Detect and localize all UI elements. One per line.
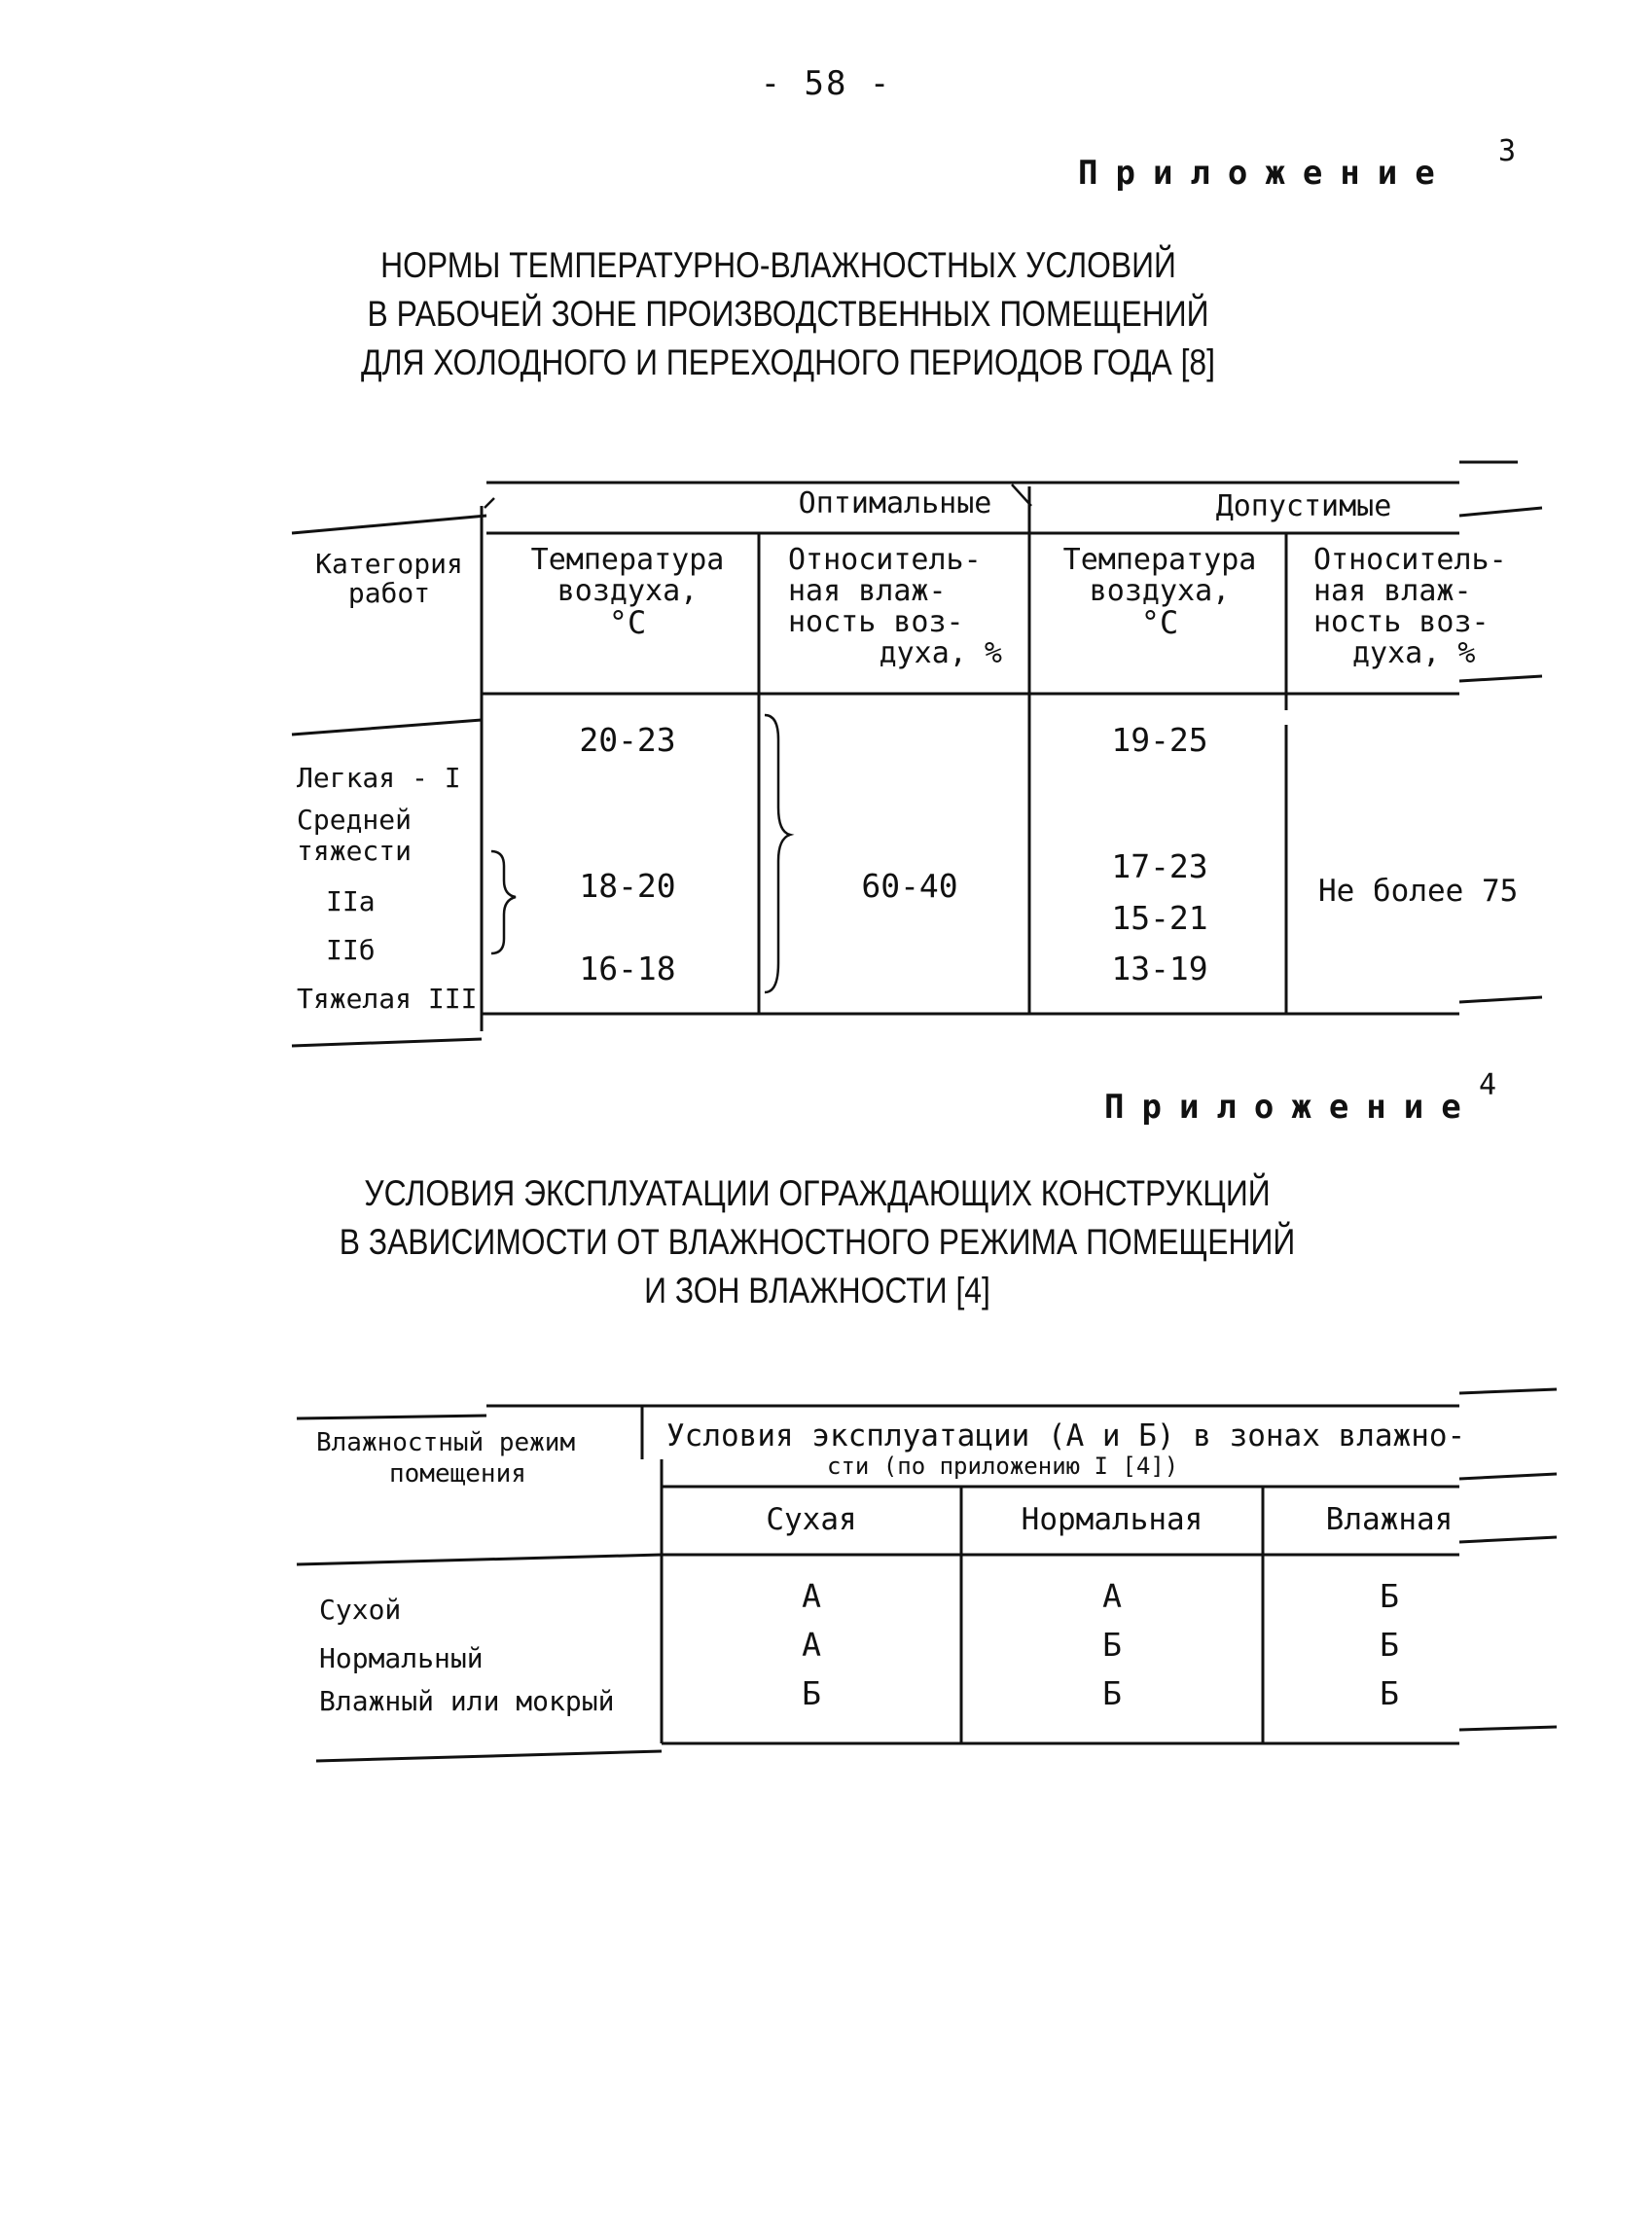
allowed-temp-3: 15-21 xyxy=(1111,899,1208,937)
allowed-humidity-value: Не более 75 xyxy=(1318,874,1519,909)
appendix-4-number: 4 xyxy=(1479,1068,1497,1102)
opt-temp-1: 20-23 xyxy=(579,721,676,759)
group-optimal: Оптимальные xyxy=(798,486,992,520)
zone-normal: Нормальная xyxy=(1021,1502,1203,1537)
appendix-4-title-line-1: УСЛОВИЯ ЭКСПЛУАТАЦИИ ОГРАЖДАЮЩИХ КОНСТРУКЦИЙ xyxy=(364,1173,1271,1213)
col-opt-temp: Температура воздуха, °С xyxy=(530,543,725,641)
page-number: - 58 - xyxy=(760,64,892,103)
row-category-heavy: Тяжелая III xyxy=(297,983,478,1015)
row-mode-wet: Влажный или мокрый xyxy=(319,1685,615,1717)
col-mode-line-1: Влажностный режим xyxy=(316,1428,576,1457)
zone-dry: Сухая xyxy=(766,1502,857,1537)
cell-normal-dry: А xyxy=(802,1626,821,1664)
col-allowed-temp: Температура воздуха, °С xyxy=(1062,543,1257,641)
zone-wet: Влажная xyxy=(1325,1502,1454,1537)
appendix-3-number: 3 xyxy=(1498,134,1517,168)
row-mode-dry: Сухой xyxy=(319,1594,402,1626)
col-category: Категория работ xyxy=(315,548,463,609)
appendix-3-title-line-2: В РАБОЧЕЙ ЗОНЕ ПРОИЗВОДСТВЕННЫХ ПОМЕЩЕНИЙ xyxy=(367,294,1209,334)
cell-normal-wet: Б xyxy=(1380,1626,1399,1664)
opt-humidity-value: 60-40 xyxy=(861,867,958,905)
cell-wet-wet: Б xyxy=(1380,1674,1399,1712)
opt-temp-2: 18-20 xyxy=(579,867,676,905)
allowed-temp-4: 13-19 xyxy=(1111,950,1208,987)
cell-dry-dry: А xyxy=(802,1577,821,1615)
cell-wet-dry: Б xyxy=(802,1674,821,1712)
cell-dry-wet: Б xyxy=(1380,1577,1399,1615)
col-mode-line-2: помещения xyxy=(389,1459,526,1489)
allowed-temp-1: 19-25 xyxy=(1111,721,1208,759)
allowed-temp-2: 17-23 xyxy=(1111,847,1208,885)
cell-normal-normal: Б xyxy=(1102,1626,1122,1664)
col-conditions-line-2: сти (по приложению I [4]) xyxy=(827,1453,1179,1480)
col-opt-humidity: Относитель- ная влаж- ность воз- духа, % xyxy=(788,543,1002,670)
appendix-3-title-line-1: НОРМЫ ТЕМПЕРАТУРНО-ВЛАЖНОСТНЫХ УСЛОВИЙ xyxy=(380,245,1176,285)
cell-dry-normal: А xyxy=(1102,1577,1122,1615)
appendix-3-label: Приложение xyxy=(1078,154,1453,193)
row-category-medium: Средней xyxy=(297,804,413,836)
cell-wet-normal: Б xyxy=(1102,1674,1122,1712)
col-conditions-line-1: Условия эксплуатации (А и Б) в зонах влажно- xyxy=(666,1418,1466,1453)
row-mode-normal: Нормальный xyxy=(319,1642,484,1674)
opt-temp-3: 16-18 xyxy=(579,950,676,987)
row-category-2a: IIа xyxy=(326,885,376,917)
appendix-4-title-line-3: И ЗОН ВЛАЖНОСТИ [4] xyxy=(644,1271,990,1310)
appendix-3-title-line-3: ДЛЯ ХОЛОДНОГО И ПЕРЕХОДНОГО ПЕРИОДОВ ГОДА [8] xyxy=(361,342,1215,382)
row-category-medium-2: тяжести xyxy=(297,835,413,867)
row-category-light: Легкая - I xyxy=(297,762,461,794)
appendix-4-title-line-2: В ЗАВИСИМОСТИ ОТ ВЛАЖНОСТНОГО РЕЖИМА ПОМЕЩЕНИЙ xyxy=(339,1222,1296,1262)
group-allowed: Допустимые xyxy=(1215,489,1392,523)
appendix-4-label: Приложение xyxy=(1104,1088,1479,1127)
col-allowed-humidity: Относитель- ная влаж- ность воз- духа, % xyxy=(1313,543,1507,670)
row-category-2b: IIб xyxy=(326,934,376,966)
